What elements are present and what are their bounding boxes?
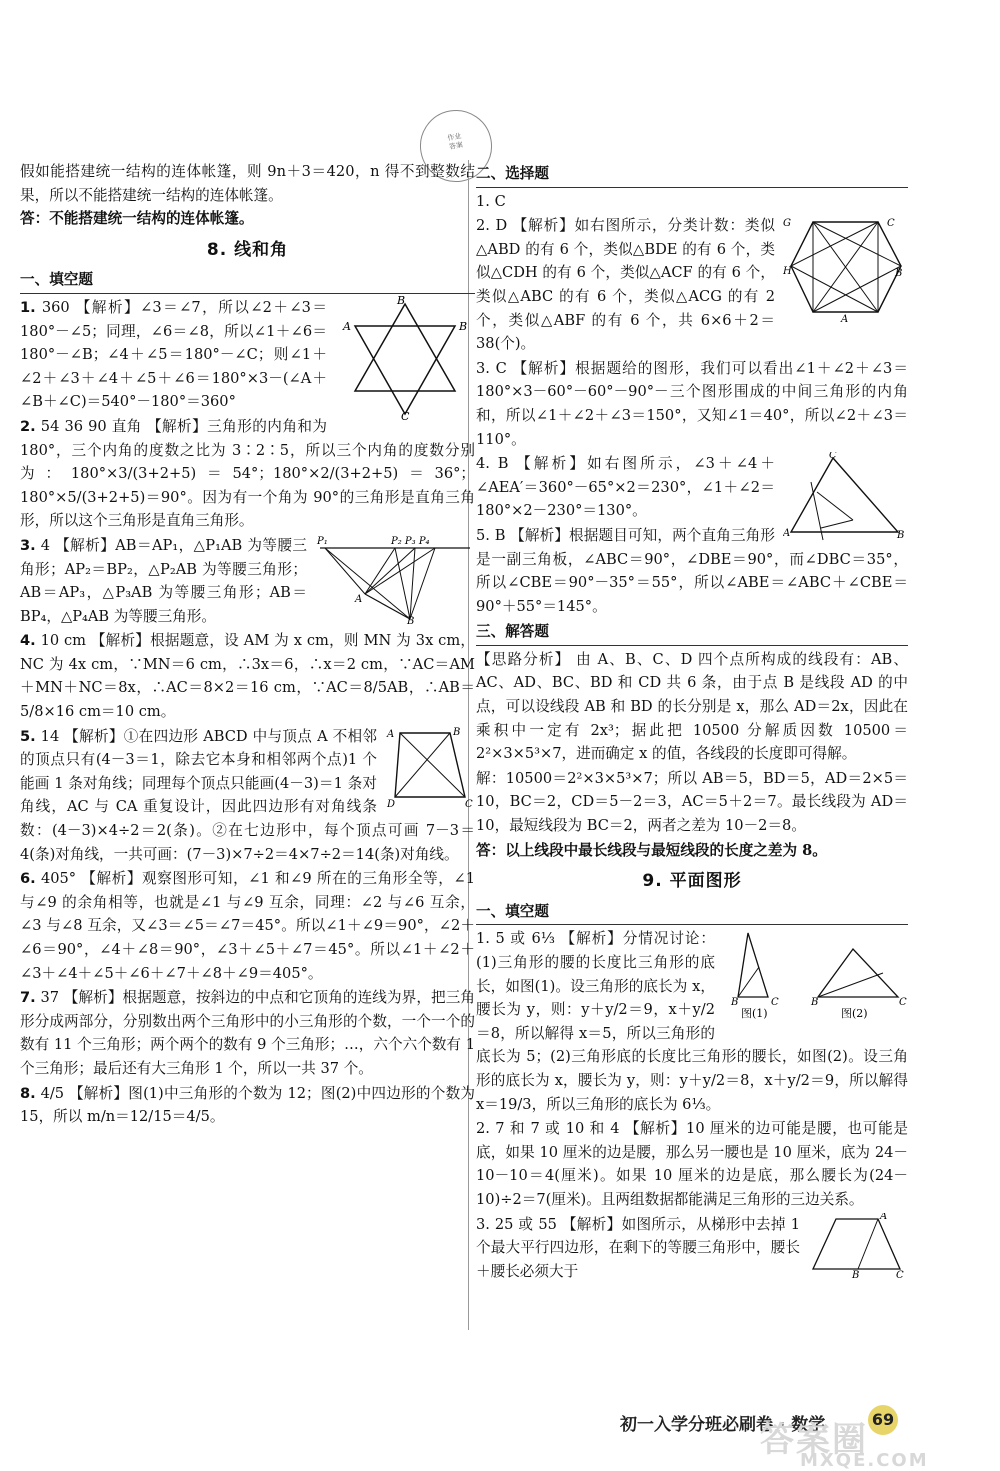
book-footer: 初一入学分班必刷卷 · 数学 — [620, 1415, 826, 1435]
svg-text:A: A — [343, 319, 351, 333]
fold-triangle-figure — [783, 452, 908, 542]
svg-text:B: B — [407, 615, 415, 624]
subheading-choice: 二、选择题 — [476, 162, 908, 188]
svg-text:B: B — [895, 268, 903, 280]
choice-2-text: 2. D 【解析】如右图所示，分类计数：类似△ABD 的有 6 个，类似△BDE 的有 6 个，类似△CDH 的有 6 个，类似△ACF 的有 6 个，类似△ABC 的有 6 个，类似△ACG 的有 2 个，类似△ABF 的有 6 个，共 6×6＋2＝38(个)。 — [476, 217, 775, 353]
question-2 — [20, 415, 475, 533]
question-5 — [20, 725, 475, 867]
q8-text: 4/5 【解析】图(1)中三角形的个数为 12；图(2)中四边形的个数为 15，所以 m/n＝12/15＝4/5。 — [20, 1084, 475, 1126]
section-8-title: 8. 线和角 — [206, 239, 289, 260]
plane-question-3 — [476, 1213, 908, 1284]
svg-text:C: C — [899, 997, 907, 1009]
q6-text: 405° 【解析】观察图形可知，∠1 和∠9 所在的三角形全等，∠1 与∠9 的余角相等，也就是∠1 与∠9 互余，同理：∠2 与∠6 互余，∠3 与∠8 互余，又∠3＝∠5＝∠7＝45°。所以∠1＋∠9＝90°，∠2＋∠6＝90°，∠4＋∠8＝90°，∠3＋∠5＋∠7＝45°。所以∠1＋∠2＋∠3＋∠4＋∠5＋∠6＋∠7＋∠8＋∠9＝405°。 — [20, 870, 475, 982]
svg-text:A: A — [841, 314, 849, 325]
q4-number: 4. — [20, 632, 36, 650]
subheading-fill-blank-2: 一、填空题 — [476, 900, 908, 926]
question-7 — [20, 986, 475, 1080]
intro-answer: 答：不能搭建统一结构的连体帐篷。 — [20, 210, 254, 228]
question-4 — [20, 629, 475, 723]
q5-number: 5. — [20, 727, 36, 745]
question-1 — [20, 295, 475, 421]
q2-number: 2. — [20, 417, 36, 435]
left-column — [20, 160, 475, 1130]
svg-text:C: C — [829, 452, 837, 462]
q3-number: 3. — [20, 536, 36, 554]
q5-text: 14 【解析】①在四边形 ABCD 中与顶点 A 不相邻的顶点只有(4－3＝1，除去它本身和相邻两个点)1 个能画 1 条对角线；同理每个顶点只能画(4－3)＝1 条对角线，AC 与 CA 重复设计，因此四边形有对角线条数：(4－3)×4÷2＝2(条)。②在七边形中，每个顶点可画 7－3＝4(条)对角线，一共可画：(7－3)×7÷2＝4×7÷2＝14(条)对角线。 — [20, 727, 475, 863]
svg-text:A: A — [355, 593, 363, 605]
svg-text:C: C — [896, 1269, 904, 1278]
question-8 — [20, 1082, 475, 1129]
svg-text:B: B — [811, 997, 819, 1009]
intro-paragraph: 假如能搭建统一结构的连体帐篷，则 9n＋3＝420，n 得不到整数结果，所以不能搭建统一结构的连体帐篷。 — [20, 163, 475, 204]
svg-text:A: A — [783, 528, 791, 540]
q7-number: 7. — [20, 989, 36, 1007]
q3-text: 4 【解析】AB＝AP₁，△P₁AB 为等腰三角形；AP₂＝BP₂，△P₂AB 为等腰三角形；AB＝AP₃，△P₃AB 为等腰三角形；AB＝BP₄，△P₄AB 为等腰三角形。 — [20, 536, 307, 625]
subheading-solve: 三、解答题 — [476, 620, 908, 646]
q4-text: 10 cm 【解析】根据题意，设 AM 为 x cm，则 MN 为 3x cm，NC 为 4x cm，∵MN＝6 cm，∴3x＝6，∴x＝2 cm，∵AC＝AM＋MN＋NC＝8x，∴AC＝8×2＝16 cm，∵AC＝8/5AB，∴AB＝5/8×16 cm＝10 cm。 — [20, 632, 476, 721]
fig2-label: 图(2) — [841, 1007, 868, 1021]
q6-number: 6. — [20, 870, 36, 888]
q1-text: 360 【解析】∠3＝∠7，所以∠2＋∠3＝180°－∠5；同理，∠6＝∠8，所以∠1＋∠6＝180°－∠B；∠4＋∠5＝180°－∠C；则∠1＋∠2＋∠3＋∠4＋∠5＋∠6＝180°×3－(∠A＋∠B＋∠C)＝540°－180°＝360° — [20, 298, 328, 411]
trapezoid-figure — [808, 1213, 908, 1278]
svg-text:D: D — [387, 798, 396, 810]
svg-text:C: C — [887, 218, 895, 230]
solution-text: 解：10500＝2²×3×5³×7；所以 AB＝5，BD＝5，AD＝2×5＝10，BC＝2，CD＝5－2＝3，AC＝5＋2＝7。最长线段为 AD＝10，最短线段为 BC＝2，两者之差为 10－2＝8。 — [476, 769, 908, 835]
svg-text:C: C — [401, 409, 410, 421]
q1-number: 1. — [20, 298, 36, 316]
svg-text:A: A — [880, 1212, 888, 1222]
plane-question-2: 2. 7 和 7 或 10 和 4 【解析】10 厘米的边可能是腰，也可能是底，如果 10 厘米的边是腰，那么另一腰也是 10 厘米，底为 24－10－10＝4(厘米)。如果 10 厘米的边是底，那么腰长为(24－10)÷2＝7(厘米)。且两组数据都能满足三角形的三边关系。 — [476, 1120, 908, 1208]
hexagon-figure — [783, 214, 908, 324]
section-9-title: 9. 平面图形 — [642, 871, 742, 892]
svg-text:B: B — [453, 726, 461, 738]
right-column — [476, 160, 908, 1284]
plane-question-1 — [476, 927, 908, 1116]
plane-q3-text: 3. 25 或 55 【解析】如图所示，从梯形中去掉 1 个最大平行四边形，在剩下的等腰三角形中，腰长＋腰长必须大于 — [476, 1215, 800, 1280]
svg-text:P₂ P₃ P₄: P₂ P₃ P₄ — [391, 535, 430, 547]
svg-text:B: B — [731, 997, 739, 1009]
choice-4 — [476, 452, 908, 542]
svg-text:A: A — [387, 728, 395, 740]
svg-text:B: B — [459, 319, 468, 333]
svg-text:B: B — [397, 295, 406, 307]
svg-text:B: B — [897, 530, 905, 542]
svg-text:G: G — [783, 218, 791, 230]
choice-3: 3. C 【解析】根据题给的图形，我们可以看出∠1＋∠2＋∠3＝180°×3－60°－60°－90°－三个图形围成的中间三角形的内角和，所以∠1＋∠2＋∠3＝150°，又知∠1＝40°，所以∠2＋∠3＝110°。 — [476, 359, 908, 448]
page-number: 69 — [868, 1405, 898, 1435]
stamp-logo: 作业 答案 — [414, 104, 497, 187]
fig1-label: 图(1) — [741, 1007, 768, 1021]
svg-text:P₁: P₁ — [317, 535, 328, 547]
choice-1: 1. C — [476, 192, 506, 210]
star-figure — [335, 296, 475, 421]
svg-text:C: C — [465, 798, 473, 810]
question-6 — [20, 867, 475, 985]
choice-2 — [476, 214, 908, 356]
svg-text:H: H — [783, 266, 792, 278]
plane-q1-text: 1. 5 或 6⅓ 【解析】分情况讨论：(1)三角形的腰的长度比三角形的底长，如图(1)。设三角形的底长为 x，腰长为 y，则：y＋y/2＝9，x＋y/2＝8，所以解得 x＝5，所以三角形的底长为 5；(2)三角形底的长度比三角形的腰长，如图(2)。设三角形的底长为 x，腰长为 y，则：y＋y/2＝8，x＋y/2＝9，所以解得 x＝19/3，所以三角形的底长为 6⅓。 — [476, 930, 908, 1113]
choice-4-text: 4. B 【解析】如右图所示，∠3＋∠4＋∠AEA′＝360°－65°×2＝230°，∠1＋∠2＝180°×2－230°＝130°。 — [476, 455, 775, 520]
watermark-logo: 答案圈 MXQE.COM — [760, 1420, 929, 1471]
subheading-fill-blank: 一、填空题 — [20, 268, 475, 294]
quadrilateral-figure — [385, 725, 475, 810]
triangles-figure — [723, 927, 908, 1022]
question-3 — [20, 534, 475, 628]
q7-text: 37 【解析】根据题意，按斜边的中点和它顶角的连线为界，把三角形分成两部分，分别数出两个三角形中的小三角形的个数，一个一个的数有 11 个三角形；两个两个的数有 9 个三角形；…，六个六个数有 1 个三角形；最后还有大三角形 1 个，所以一共 37 个。 — [20, 989, 476, 1077]
answer-text: 答：以上线段中最长线段与最短线段的长度之差为 8。 — [476, 841, 827, 859]
q2-text: 54 36 90 直角 【解析】三角形的内角和为 180°，三个内角的度数之比为 3∶2∶5，所以三个内角的度数分别为：180°×3/(3+2+5)＝54°；180°×2/(3+2+5)＝36°；180°×5/(3+2+5)＝90°。因为有一个角为 90°的三角形是直角三角形，所以这个三角形是直角三角形。 — [20, 417, 475, 530]
choice-5: 5. B 【解析】根据题目可知，两个直角三角形是一副三角板，∠ABC＝90°，∠DBE＝90°，而∠DBC＝35°，所以∠CBE＝90°－35°＝55°，所以∠ABE＝∠ABC＋∠CBE＝90°＋55°＝145°。 — [476, 526, 908, 615]
svg-text:B: B — [852, 1269, 860, 1278]
analysis-text: 【思路分析】 由 A、B、C、D 四个点所构成的线段有：AB、AC、AD、BC、BD 和 CD 共 6 条，由于点 B 是线段 AD 的中点，可以设线段 AB 和 BD 的长分别是 x，那么 AD＝2x，因此在乘积中一定有 2x³；据此把 10500 分解质因数 10500＝2²×3×5³×7，进而确定 x 的值，各线段的长度即可得解。 — [476, 650, 908, 763]
isosceles-figure — [315, 534, 475, 624]
q8-number: 8. — [20, 1084, 36, 1102]
svg-text:C: C — [771, 997, 779, 1009]
